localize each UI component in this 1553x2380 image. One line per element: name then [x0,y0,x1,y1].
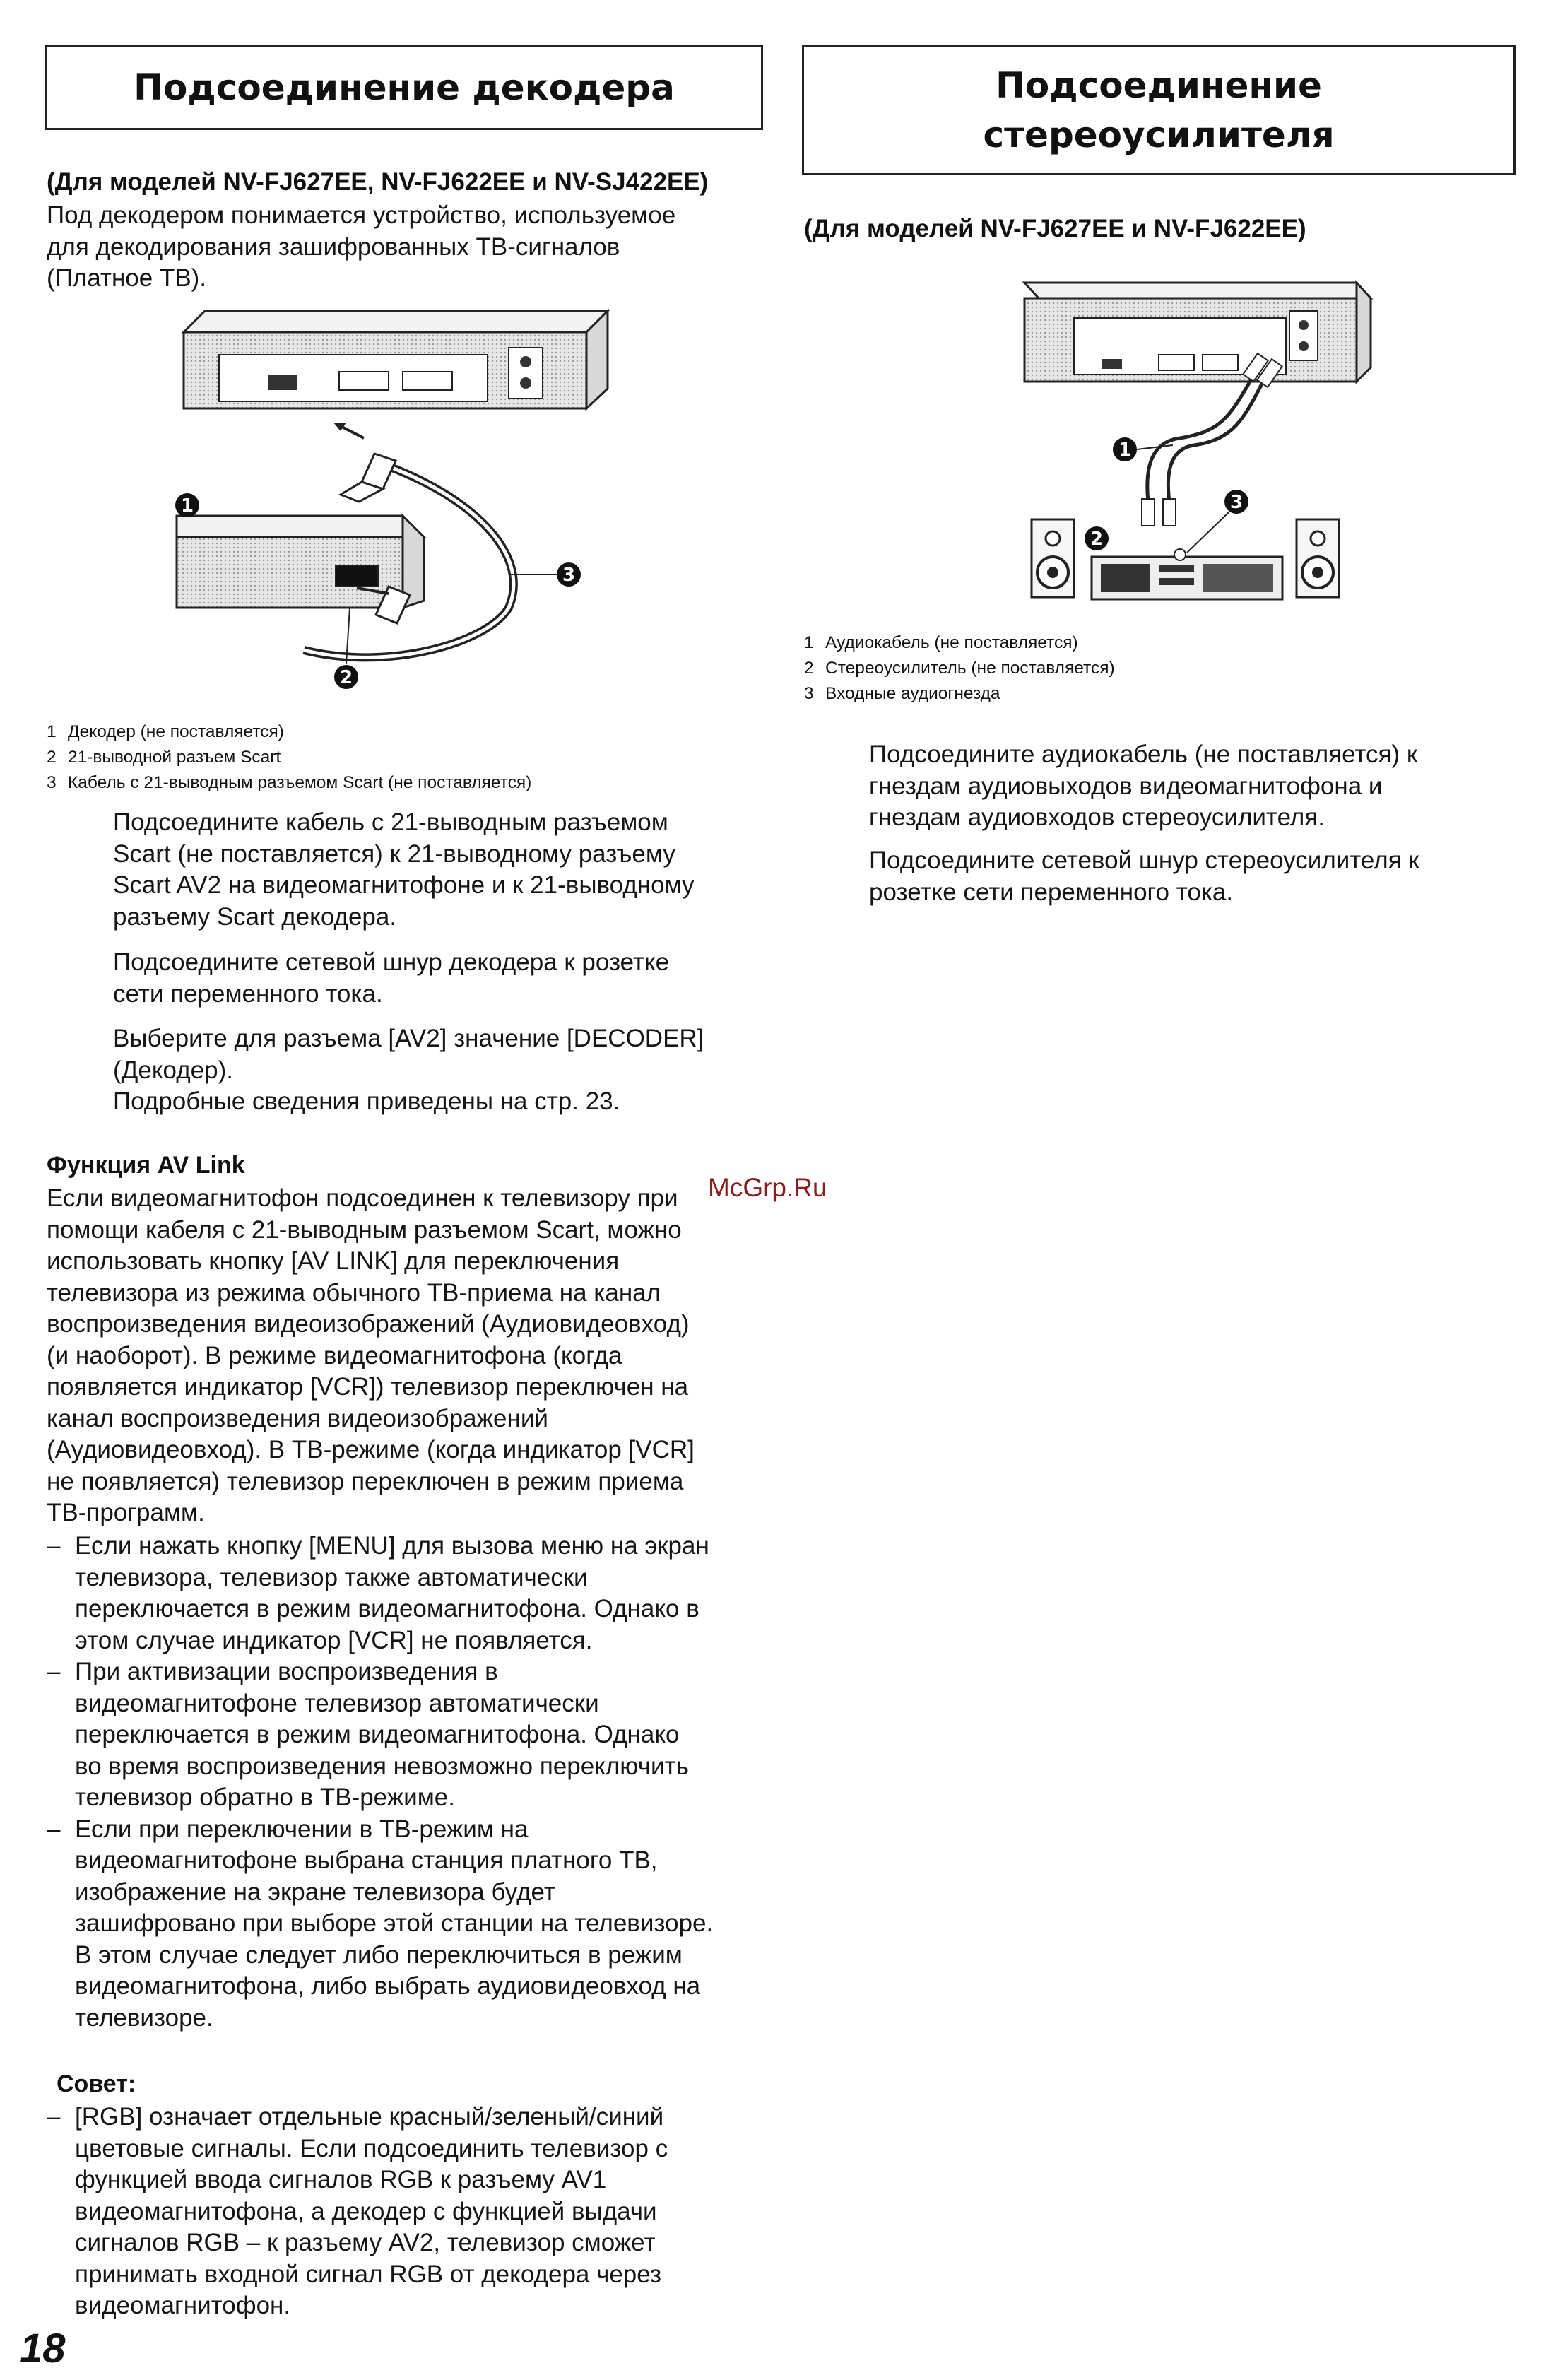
watermark-text: McGrp.Ru [708,1173,827,1202]
right-step-2: Подсоедините сетевой шнур стереоусилителя к розетке сети переменного тока. [869,847,1419,906]
tip-heading: Совет: [57,2070,136,2097]
left-step-3: Выберите для разъема [AV2] значение [DECODER] (Декодер). Подробные сведения приведены на стр. 23. [113,1025,704,1115]
right-figure-captions [804,630,1115,707]
right-section-title-line: Подсоединение [996,65,1322,106]
left-step-1: Подсоедините кабель с 21-выводным разъемом Scart (не поставляется) к 21-выводному разъему Scart AV2 на видеомагнитофоне и к 21-выводному разъему Scart декодера. [113,808,695,931]
svg-text:2: 2 [339,667,353,688]
right-step-1: Подсоедините аудиокабель (не поставляется) к гнездам аудиовыходов видеомагнитофона и гнездам аудиовходов стереоусилителя. [869,741,1418,831]
caption-item: 3 Входные аудиогнезда [804,684,1000,703]
callout-3 [1224,490,1248,514]
intro-line: для декодирования зашифрованных ТВ-сигналов [47,232,620,261]
caption-item: 2 21-выводной разъем Scart [47,748,281,767]
list-item: – Если нажать кнопку [MENU] для вызова меню на экран телевизора, телевизор также автоматически переключается в режим видеомагнитофона. Однако в этом случае индикатор [VCR] не появляется. [47,1532,709,1654]
left-models-note: (Для моделей NV-FJ627EE, NV-FJ622EE и NV-SJ422EE) [47,168,709,196]
tip-body [47,2102,810,2322]
svg-text:2: 2 [1090,529,1104,550]
callout-3 [557,562,581,587]
intro-line: Под декодером понимается устройство, используемое [47,201,676,229]
scart-plug-upper [341,454,396,502]
right-models-note: (Для моделей NV-FJ627EE и NV-FJ622EE) [804,215,1306,242]
svg-text:1: 1 [180,495,194,517]
left-intro [47,200,781,295]
vcr-rear-illustration [1024,283,1371,382]
caption-item: 1 Декодер (не поставляется) [47,722,284,741]
callout-1 [175,493,199,517]
stereo-amplifier [1092,549,1282,599]
callout-1 [1113,437,1137,461]
stereo-amplifier-diagram [1017,276,1385,608]
decoder-connection-diagram [177,304,671,700]
left-section-title [45,45,763,130]
left-step-2: Подсоедините сетевой шнур декодера к розетке сети переменного тока. [113,948,670,1008]
list-item: – [RGB] означает отдельные красный/зеленый/синий цветовые сигналы. Если подсоединить телевизор с функцией ввода сигналов RGB к разъему AV1 видеомагнитофона, а декодер с функцией выдачи сигналов RGB – к разъему AV2, телевизор сможет принимать входной сигнал RGB от декодера через видеомагнитофон. [47,2103,668,2319]
right-speaker [1297,519,1339,597]
left-speaker [1032,519,1074,597]
svg-text:1: 1 [1118,440,1132,461]
callout-2 [334,665,358,689]
left-figure-captions [47,719,531,796]
right-section-title-line: стереоусилителя [983,114,1335,155]
list-item: – Если при переключении в ТВ-режим на видеомагнитофоне выбрана станция платного ТВ, изображение на экране телевизора будет зашифровано при выборе этой станции на телевизоре. В этом случае следует либо переключиться в режим видеомагнитофона, либо выбрать аудиовидеовход на телевизоре. [47,1815,714,2032]
caption-item: 1 Аудиокабель (не поставляется) [804,633,1078,652]
vcr-rear-illustration [184,311,608,408]
avlink-body: Если видеомагнитофон подсоединен к телевизору при помощи кабеля с 21-выводным разъемом Scart, можно использовать кнопку [AV LINK] для переключения телевизора из режима обычного ТВ-приема на канал воспроизведения видеоизображений (Аудиовидеовход) (и наоборот). В режиме видеомагнитофона (когда появляется индикатор [VCR]) телевизор переключен на канал воспроизведения видеоизображений (Аудиовидеовход). В ТВ-режиме (когда индикатор [VCR] не появляется) телевизор переключен в режим приема ТВ-программ. [47,1184,695,1526]
page-number: 18 [20,2326,66,2372]
avlink-notes [47,1531,810,2034]
intro-line: (Платное ТВ). [47,264,207,292]
caption-item: 3 Кабель с 21-выводным разъемом Scart (не поставляется) [47,773,532,792]
callout-2 [1085,526,1109,550]
list-item: – При активизации воспроизведения в видеомагнитофоне телевизор автоматически переключается в режим видеомагнитофона. Однако во время воспроизведения невозможно переключить телевизор обратно в ТВ-режиме. [47,1658,689,1811]
caption-item: 2 Стереоусилитель (не поставляется) [804,659,1115,678]
left-section-title-text: Подсоединение декодера [134,67,675,108]
svg-text:3: 3 [1229,492,1244,513]
avlink-heading: Функция AV Link [47,1152,245,1179]
right-section-title [802,45,1516,175]
svg-text:3: 3 [562,565,576,586]
